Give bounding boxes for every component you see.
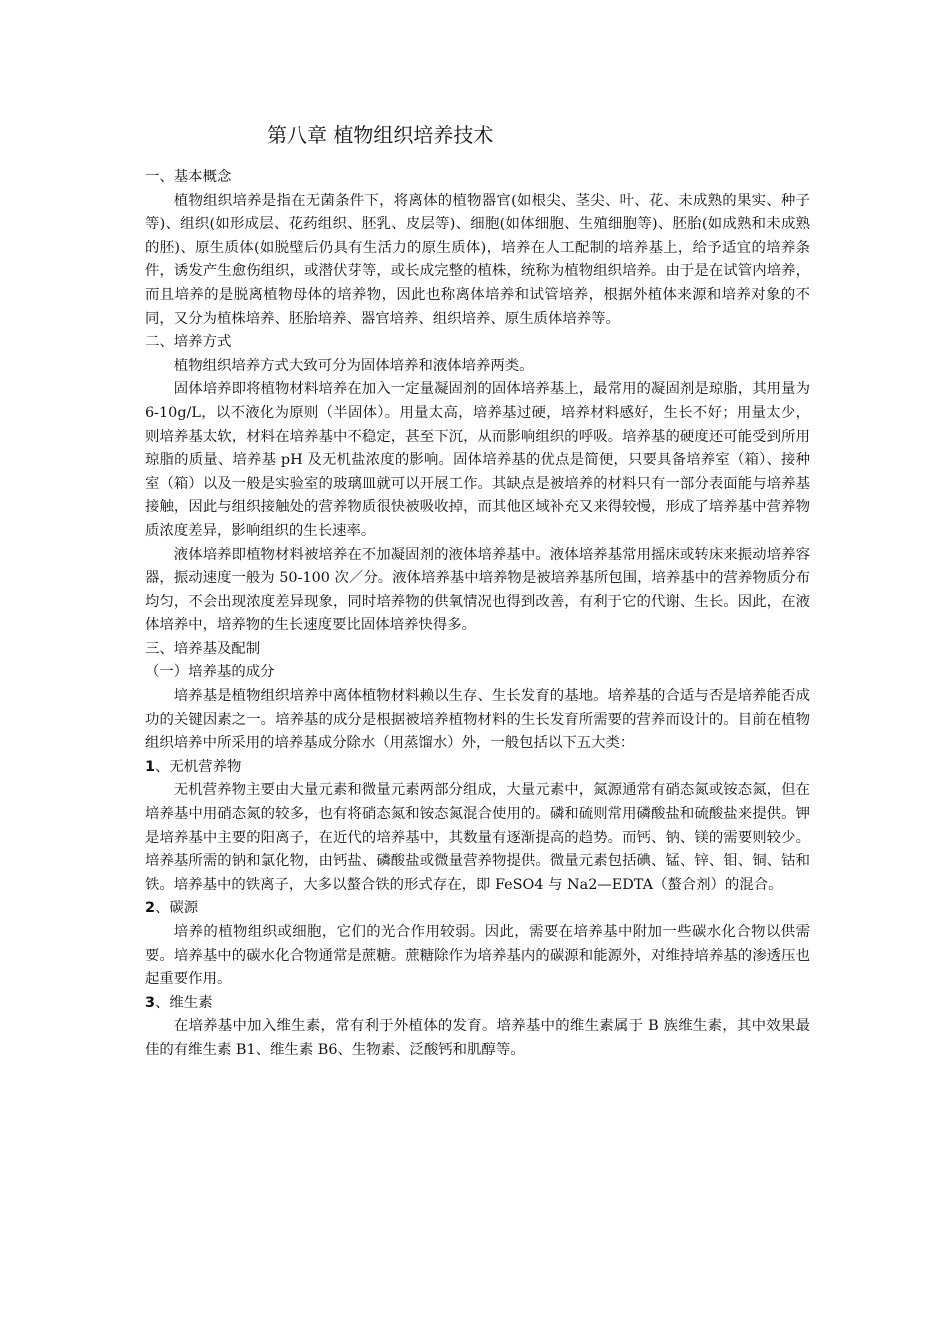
item-heading-carbon-source: [145, 897, 810, 921]
paragraph: 液体培养即植物材料被培养在不加凝固剂的液体培养基中。液体培养基常用摇床或转床来振动培养容器，振动速度一般为 50-100 次／分。液体培养基中培养物是被培养基所包围，培养基中的营养物质分布均匀，不会出现浓度差异现象，同时培养物的供氧情况也得到改善，有利于它的代谢、生长。因此，在液体培养中，培养物的生长速度要比固体培养快得多。: [145, 546, 810, 634]
chapter-title: 第八章 植物组织培养技术: [267, 123, 494, 147]
section-heading-basic-concepts: 一、基本概念: [145, 169, 232, 185]
subsection-heading-medium-components: （一）培养基的成分: [145, 664, 275, 681]
item-label: 、碳源: [155, 900, 199, 917]
item-label: 、维生素: [155, 994, 213, 1011]
paragraph: 植物组织培养方式大致可分为固体培养和液体培养两类。: [173, 357, 534, 374]
item-number: 3: [145, 994, 156, 1011]
paragraph: 培养基是植物组织培养中离体植物材料赖以生存、生长发育的基地。培养基的合适与否是培养能否成功的关键因素之一。培养基的成分是根据被培养植物材料的生长发育所需要的营养而设计的。目前在植物组织培养中所采用的培养基成分除水（用蒸馏水）外，一般包括以下五大类：: [145, 688, 810, 752]
item-number: 2: [145, 900, 156, 917]
item-label: 、无机营养物: [155, 758, 242, 775]
section-heading-medium: 三、培养基及配制: [145, 640, 261, 657]
section-heading-culture-methods: 二、培养方式: [145, 334, 232, 351]
paragraph: 固体培养即将植物材料培养在加入一定量凝固剂的固体培养基上，最常用的凝固剂是琼脂，其用量为 6-10g/L，以不液化为原则（半固体）。用量太高，培养基过硬，培养材料感好，生长不好；用量太少，则培养基太软，材料在培养基中不稳定，甚至下沉，从而影响组织的呼吸。培养基的硬度还可能受到所用琼脂的质量、培养基 pH 及无机盐浓度的影响。固体培养基的优点是简便，只要具备培养室（箱）、接种室（箱）以及一般是实验室的玻璃皿就可以开展工作。其缺点是被培养的材料只有一部分表面能与培养基接触，因此与组织接触处的营养物质很快被吸收掉，而其他区域补充又来得较慢，形成了培养基中营养物质浓度差异，影响组织的生长速率。: [145, 381, 810, 539]
item-heading-vitamins: [145, 992, 810, 1016]
paragraph: 无机营养物主要由大量元素和微量元素两部分组成，大量元素中，氮源通常有硝态氮或铵态氮，但在培养基中用硝态氮的较多，也有将硝态氮和铵态氮混合使用的。磷和硫则常用磷酸盐和硫酸盐来提供。钾是培养基中主要的阳离子，在近代的培养基中，其数量有逐渐提高的趋势。而钙、钠、镁的需要则较少。培养基所需的钠和氯化物，由钙盐、磷酸盐或微量营养物提供。微量元素包括碘、锰、锌、钼、铜、钴和铁。培养基中的铁离子，大多以螯合铁的形式存在，即 FeSO4 与 Na2—EDTA（螯合剂）的混合。: [145, 782, 810, 893]
item-heading-inorganic-nutrients: [145, 756, 810, 780]
document-page: [145, 120, 810, 1063]
paragraph: 在培养基中加入维生素，常有利于外植体的发育。培养基中的维生素属于 B 族维生素，其中效果最佳的有维生素 B1、维生素 B6、生物素、泛酸钙和肌醇等。: [145, 1018, 810, 1058]
paragraph: 培养的植物组织或细胞，它们的光合作用较弱。因此，需要在培养基中附加一些碳水化合物以供需要。培养基中的碳水化合物通常是蔗糖。蔗糖除作为培养基内的碳源和能源外，对维持培养基的渗透压也起重要作用。: [145, 924, 810, 988]
paragraph: 植物组织培养是指在无菌条件下，将离体的植物器官(如根尖、茎尖、叶、花、未成熟的果实、种子等)、组织(如形成层、花药组织、胚乳、皮层等)、细胞(如体细胞、生殖细胞等)、胚胎(如成熟和未成熟的胚)、原生质体(如脱壁后仍具有生活力的原生质体)，培养在人工配制的培养基上，给予适宜的培养条件，诱发产生愈伤组织，或潜伏芽等，或长成完整的植株，统称为植物组织培养。由于是在试管内培养，而且培养的是脱离植物母体的培养物，因此也称离体培养和试管培养，根据外植体来源和培养对象的不同，又分为植株培养、胚胎培养、器官培养、组织培养、原生质体培养等。: [145, 192, 810, 327]
item-number: 1: [145, 758, 156, 775]
